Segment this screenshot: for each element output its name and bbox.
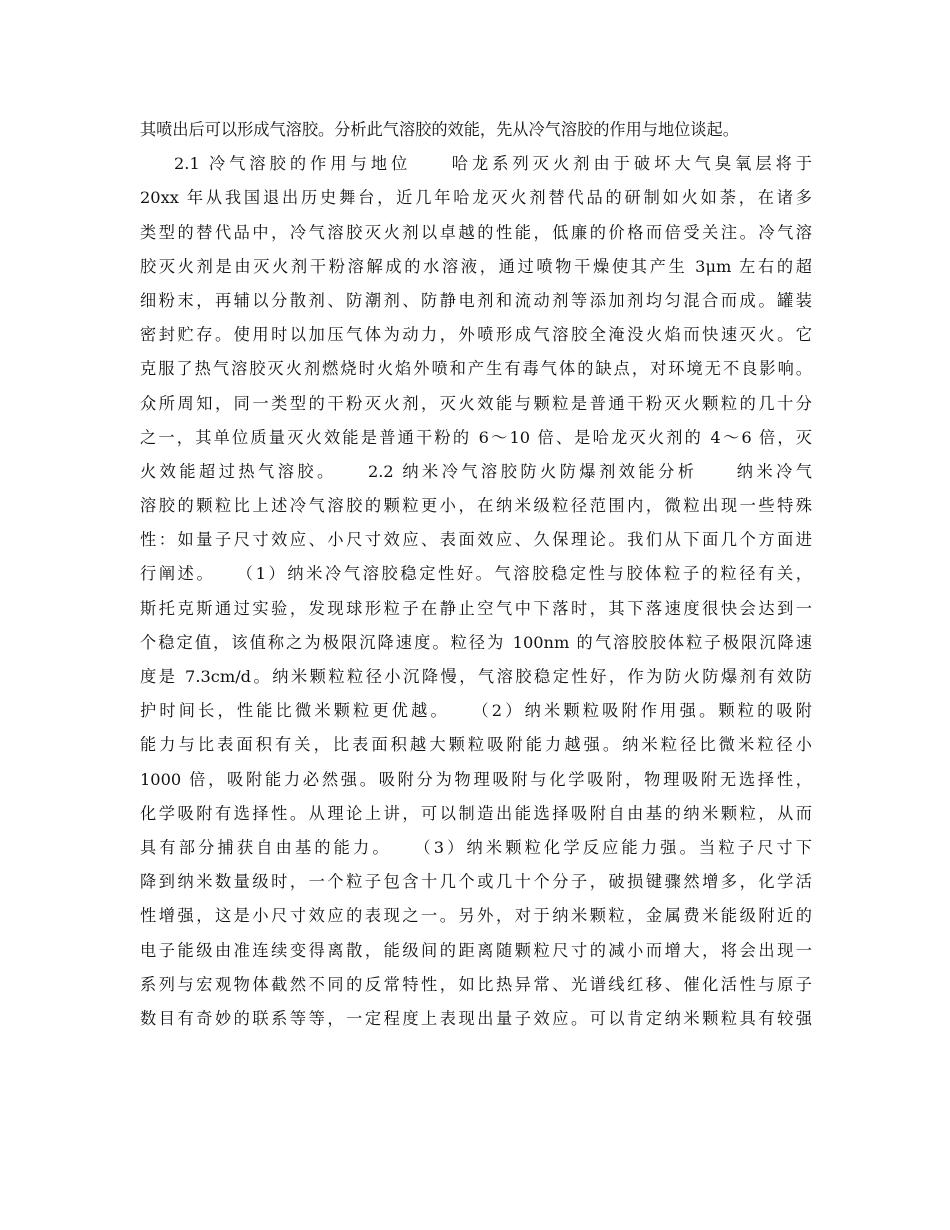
text-line: 性：如量子尺寸效应、小尺寸效应、表面效应、久保理论。我们从下面几个方面进 (140, 530, 812, 550)
text-line: 其喷出后可以形成气溶胶。分析此气溶胶的效能，先从冷气溶胶的作用与地位谈起。 (140, 120, 739, 139)
text-line: 细粉末，再辅以分散剂、防潮剂、防静电剂和流动剂等添加剂均匀混合而成。罐装 (140, 290, 812, 310)
text-line: 溶胶的颗粒比上述冷气溶胶的颗粒更小，在纳米级粒径范围内，微粒出现一些特殊 (140, 496, 812, 516)
text-line: 火效能超过热气溶胶。 2.2 纳米冷气溶胶防火防爆剂效能分析 纳米冷气 (140, 461, 812, 481)
text-line: 之一，其单位质量灭火效能是普通干粉的 6～10 倍、是哈龙灭火剂的 4～6 倍，灭 (140, 427, 812, 447)
text-line: 20xx 年从我国退出历史舞台，近几年哈龙灭火剂替代品的研制如火如荼，在诸多 (140, 188, 812, 208)
text-line: 2.1 冷气溶胶的作用与地位 哈龙系列灭火剂由于破坏大气臭氧层将于 (174, 154, 812, 174)
text-line: 密封贮存。使用时以加压气体为动力，外喷形成气溶胶全淹没火焰而快速灭火。它 (140, 325, 812, 345)
text-line: 系列与宏观物体截然不同的反常特性，如比热异常、光谱线红移、催化活性与原子 (140, 974, 812, 994)
text-line: 数目有奇妙的联系等等，一定程度上表现出量子效应。可以肯定纳米颗粒具有较强 (140, 1008, 812, 1028)
text-line: 化学吸附有选择性。从理论上讲，可以制造出能选择吸附自由基的纳米颗粒，从而 (140, 803, 812, 823)
text-line: 胶灭火剂是由灭火剂干粉溶解成的水溶液，通过喷物干燥使其产生 3μm 左右的超 (140, 256, 812, 276)
text-line: 类型的替代品中，冷气溶胶灭火剂以卓越的性能，低廉的价格而倍受关注。冷气溶 (140, 222, 812, 242)
text-line: 能力与比表面积有关，比表面积越大颗粒吸附能力越强。纳米粒径比微米粒径小 (140, 735, 812, 755)
text-line: 行阐述。 （1）纳米冷气溶胶稳定性好。气溶胶稳定性与胶体粒子的粒径有关， (140, 564, 812, 584)
text-line: 度是 7.3cm/d。纳米颗粒粒径小沉降慢，气溶胶稳定性好，作为防火防爆剂有效防 (140, 667, 812, 686)
text-line: 电子能级由准连续变得离散，能级间的距离随颗粒尺寸的减小而增大，将会出现一 (140, 940, 812, 960)
text-line: 众所周知，同一类型的干粉灭火剂，灭火效能与颗粒是普通干粉灭火颗粒的几十分 (140, 393, 812, 413)
text-line: 降到纳米数量级时，一个粒子包含十几个或几十个分子，破损键骤然增多，化学活 (140, 872, 812, 892)
text-line: 斯托克斯通过实验，发现球形粒子在静止空气中下落时，其下落速度很快会达到一 (140, 598, 812, 618)
text-line: 具有部分捕获自由基的能力。 （3）纳米颗粒化学反应能力强。当粒子尺寸下 (140, 837, 812, 857)
body-text (140, 113, 812, 1036)
text-line: 克服了热气溶胶灭火剂燃烧时火焰外喷和产生有毒气体的缺点，对环境无不良影响。 (140, 359, 812, 379)
text-line: 个稳定值，该值称之为极限沉降速度。粒径为 100nm 的气溶胶胶体粒子极限沉降速 (140, 632, 812, 652)
text-line: 性增强，这是小尺寸效应的表现之一。另外，对于纳米颗粒，金属费米能级附近的 (140, 906, 812, 926)
text-line: 1000 倍，吸附能力必然强。吸附分为物理吸附与化学吸附，物理吸附无选择性， (140, 769, 812, 789)
text-line: 护时间长，性能比微米颗粒更优越。 （2）纳米颗粒吸附作用强。颗粒的吸附 (140, 701, 812, 721)
